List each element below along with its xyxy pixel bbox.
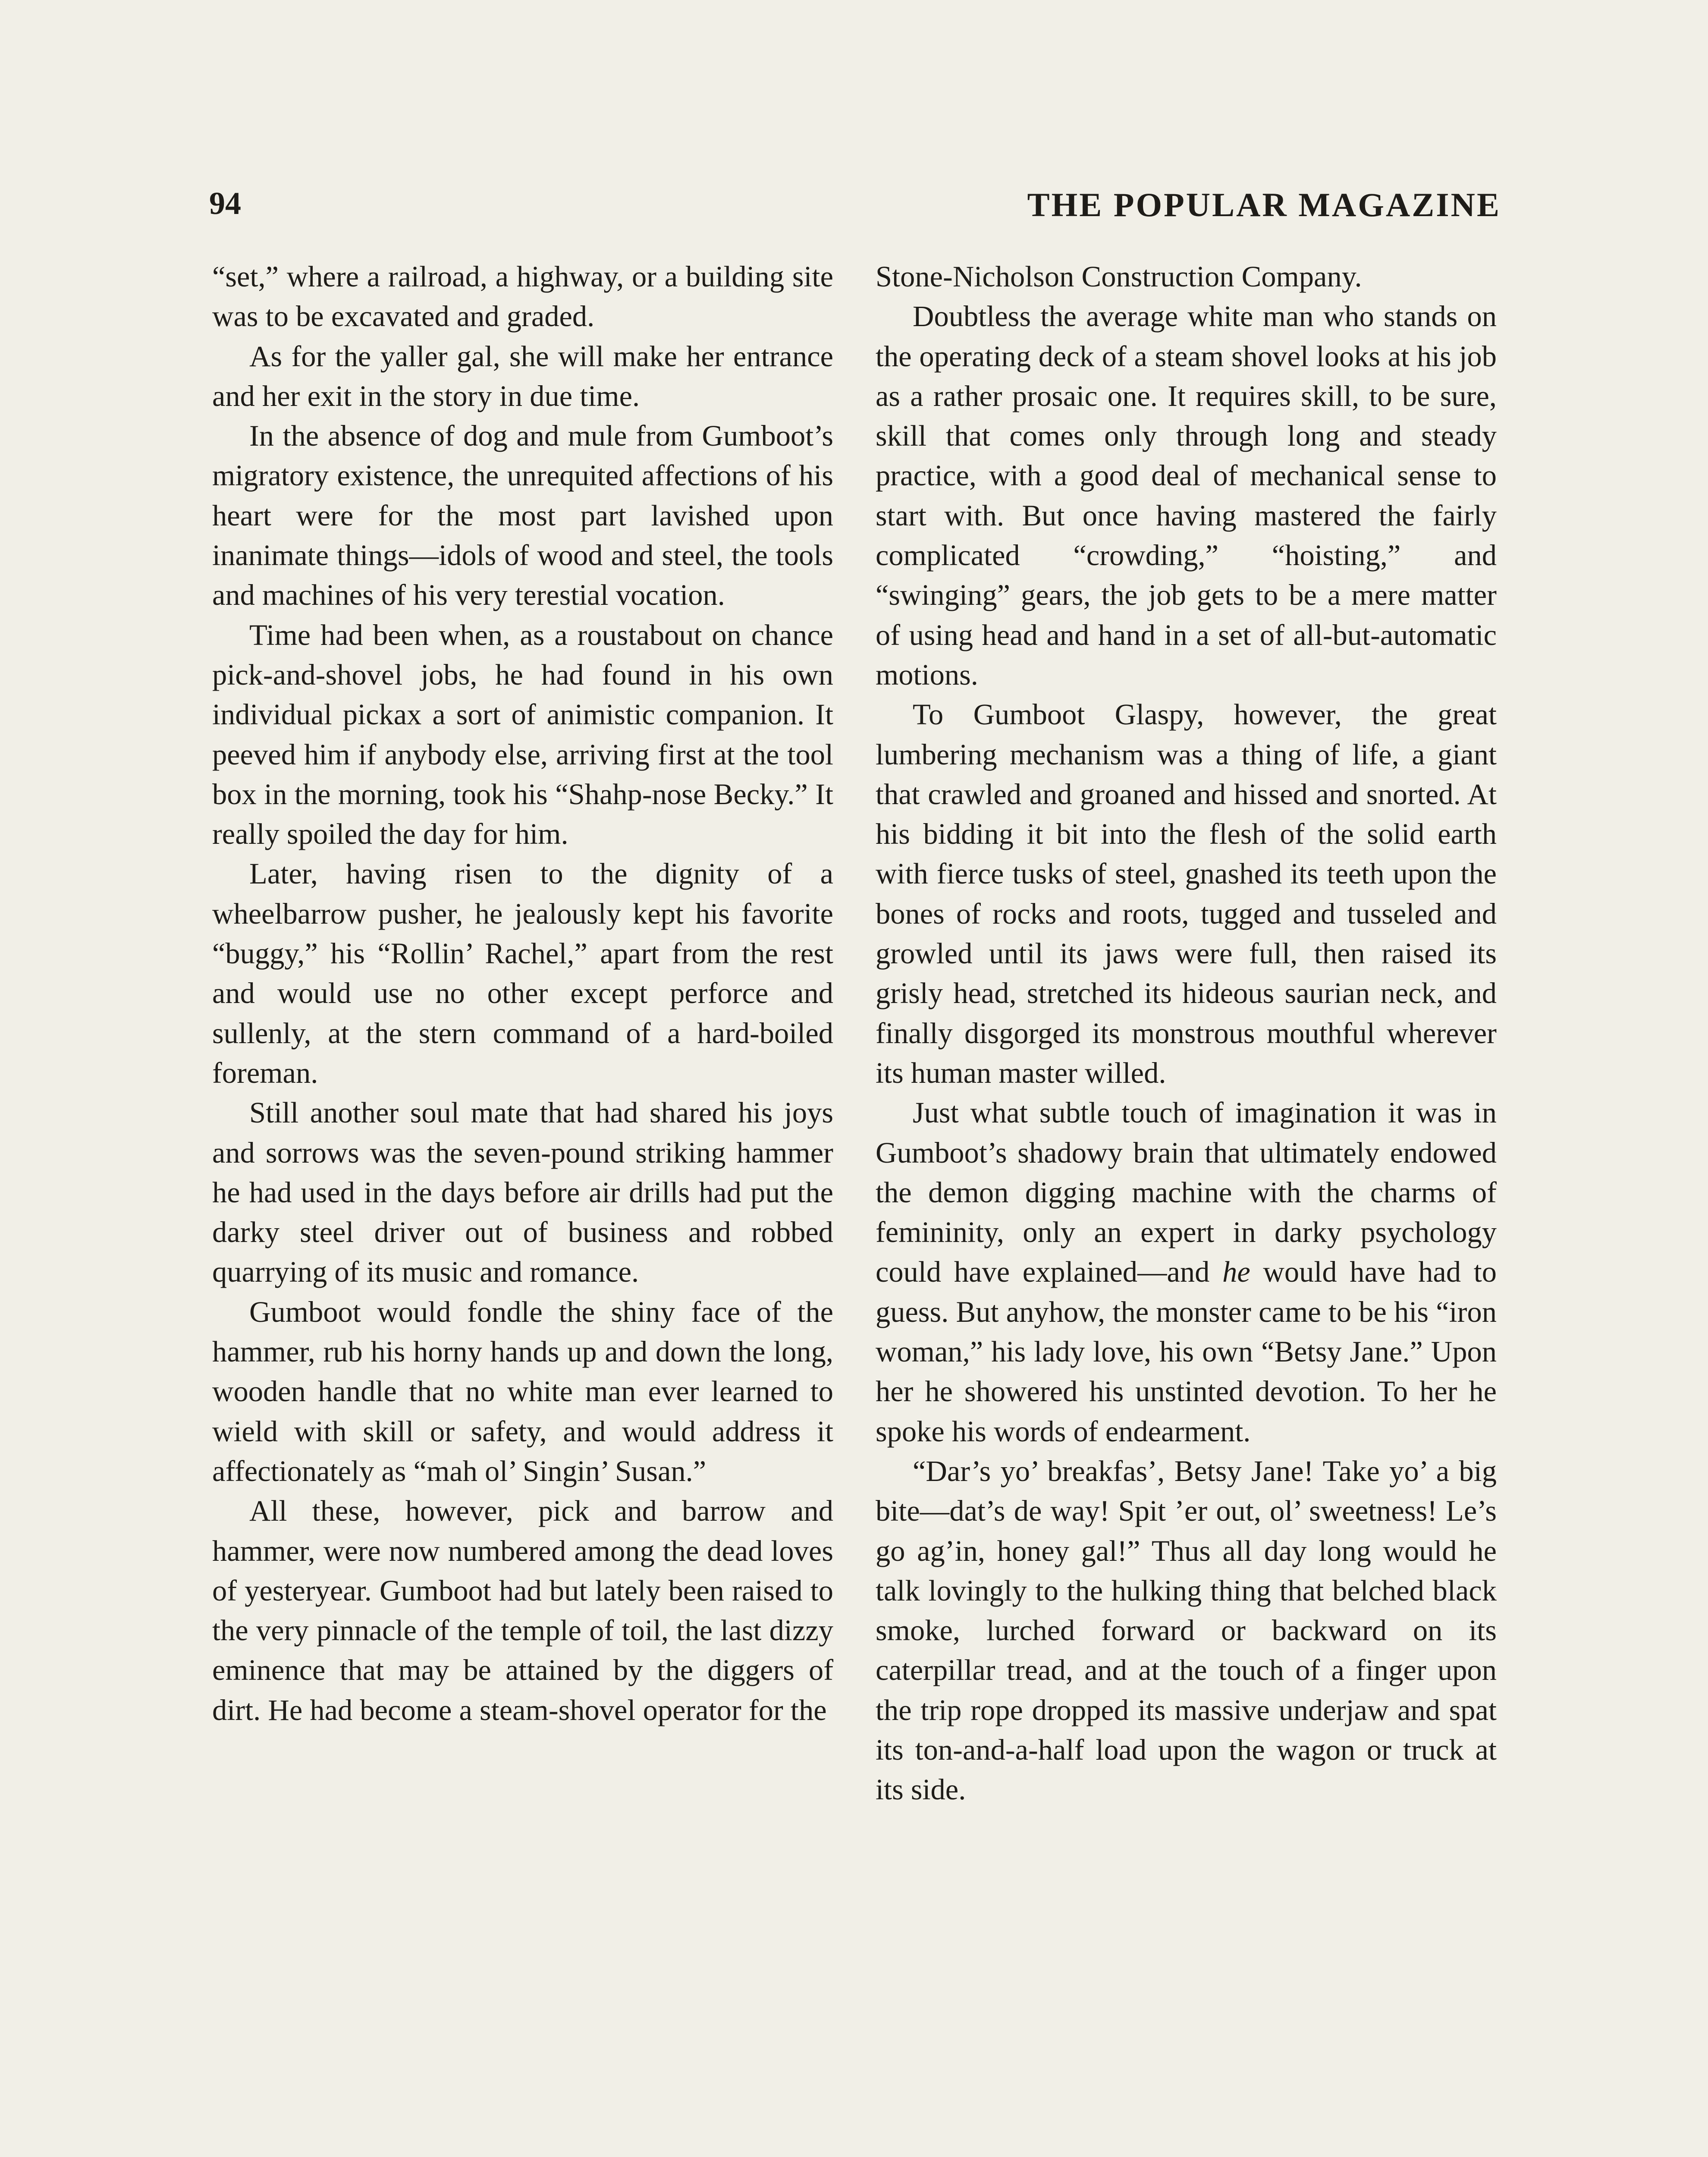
paragraph-continuation: Stone-Nicholson Construction Company.: [876, 260, 1362, 293]
paragraph: [876, 1093, 1497, 1451]
paragraph: Doubtless the average white man who stands on the operating deck of a steam shovel looks at his job as a rather prosaic one. It requires skill, to be sure, skill that comes only through long and steady practice, with a good deal of mechanical sense to start with. But once having mastered the fairly complicated “crowding,” “hoisting,” and “swinging” gears, the job gets to be a mere matter of using head and hand in a set of all-but-automatic motions.: [876, 300, 1497, 691]
paragraph: “set,” where a railroad, a highway, or a building site was to be excavated and graded.: [212, 260, 833, 333]
right-column: [876, 257, 1497, 1810]
paragraph: As for the yaller gal, she will make her entrance and her exit in the story in due time.: [212, 340, 833, 412]
paragraph: Gumboot would fondle the shiny face of the hammer, rub his horny hands up and down the long, wooden handle that no white man ever learned to wield with skill or safety, and would address it affectionately as “mah ol’ Singin’ Susan.”: [212, 1295, 833, 1487]
emphasis-text: he: [1222, 1255, 1250, 1289]
paragraph-text: would have had to guess. But anyhow, the monster came to be his “iron woman,” his lady love, his own “Betsy Jane.” Upon her he showered his unstinted devotion. To her he spoke his words of endearment.: [876, 1255, 1497, 1448]
paragraph: All these, however, pick and barrow and hammer, were now numbered among the dead loves of yesteryear. Gumboot had but lately been raised to the very pinnacle of the temple of toil, the last dizzy eminence that may be attained by the diggers of dirt. He had become a steam-shovel operator for the: [212, 1494, 833, 1726]
page-header: [209, 186, 1501, 224]
paragraph: In the absence of dog and mule from Gumboot’s migratory existence, the unrequited affections of his heart were for the most part lavished upon inanimate things—idols of wood and steel, the tools and machines of his very terestial vocation.: [212, 419, 833, 612]
paragraph: To Gumboot Glaspy, however, the great lumbering mechanism was a thing of life, a giant that crawled and groaned and hissed and snorted. At his bidding it bit into the flesh of the solid earth with fierce tusks of steel, gnashed its teeth upon the bones of rocks and roots, tugged and tusseled and growled until its jaws were full, then raised its grisly head, stretched its hideous saurian neck, and finally disgorged its monstrous mouthful wherever its human master willed.: [876, 698, 1497, 1089]
paragraph: Later, having risen to the dignity of a wheelbarrow pusher, he jealously kept his favorite “buggy,” his “Rollin’ Rachel,” apart from the rest and would use no other except perforce and sullenly, at the stern command of a hard-boiled foreman.: [212, 857, 833, 1089]
paragraph-text: Just what subtle touch of imagination it was in Gumboot’s shadowy brain that ultimately endowed the demon digging machine with the charms of femininity, only an expert in darky psychology could have explained—and: [876, 1096, 1497, 1289]
paragraph: Time had been when, as a roustabout on chance pick-and-shovel jobs, he had found in his own individual pickax a sort of animistic companion. It peeved him if anybody else, arriving first at the tool box in the morning, took his “Shahp-nose Becky.” It really spoiled the day for him.: [212, 618, 833, 851]
paragraph: Still another soul mate that had shared his joys and sorrows was the seven-pound striking hammer he had used in the days before air drills had put the darky steel driver out of business and robbed quarrying of its music and romance.: [212, 1096, 833, 1289]
left-column: [212, 257, 833, 1730]
page-number: 94: [209, 186, 241, 221]
paragraph: “Dar’s yo’ breakfas’, Betsy Jane! Take yo’ a big bite—dat’s de way! Spit ’er out, ol’ sweetness! Le’s go ag’in, honey gal!” Thus all day long would he talk lovingly to the hulking thing that belched black smoke, lurched forward or backward on its caterpillar tread, and at the touch of a finger upon the trip rope dropped its massive underjaw and spat its ton-and-a-half load upon the wagon or truck at its side.: [876, 1454, 1497, 1806]
running-head: THE POPULAR MAGAZINE: [1027, 186, 1501, 223]
